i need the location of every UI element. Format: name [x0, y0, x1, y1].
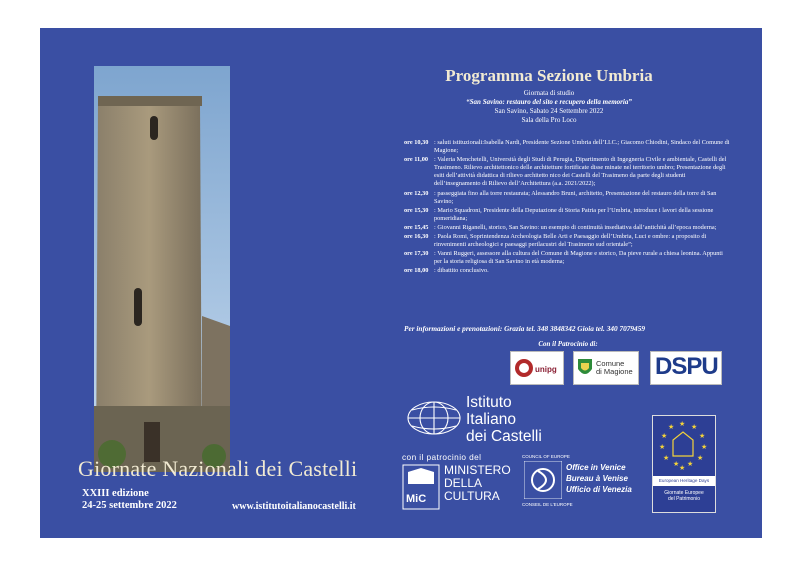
- program-time: ore 11,00: [404, 156, 429, 164]
- program-time: ore 12,30: [404, 189, 429, 197]
- mic-logo: [402, 452, 516, 512]
- program-row: [404, 250, 730, 266]
- svg-text:★: ★: [673, 460, 680, 468]
- program-time: ore 17,30: [404, 250, 429, 258]
- event-dates: 24-25 settembre 2022: [82, 500, 177, 511]
- svg-text:★: ★: [699, 432, 706, 440]
- magione-label: Comune di Magione: [596, 359, 633, 376]
- program-text: : passeggiata fino alla torre restaurata; Alessandro Bruni, architetto, Presentazione del restauro della torre di San Savino;: [434, 189, 717, 205]
- svg-text:★: ★: [663, 454, 670, 462]
- program-text: : saluti istituzionali:Isabella Nardi, Presidente Sezione Umbria dell’I.I.C.; Giacomo Chiodini, Sindaco del Comune di Magione;: [434, 139, 730, 155]
- program-row: [404, 233, 730, 249]
- program-text: : Vanni Ruggeri, assessore alla cultura del Comune di Magione e storico, Da pieve rurale a chiesa leonina. Appunti per la storia religiosa di San Savino in età moderna;: [434, 250, 723, 266]
- dispu-label: DSPU: [655, 353, 718, 380]
- unipg-logo: [510, 351, 564, 385]
- coe-bottom-label: CONSEIL DE L’EUROPE: [522, 502, 573, 507]
- program-text: : Paola Romi, Soprintendenza Archeologia Belle Arti e Paesaggio dell’Umbria, Luci e ombre: a proposito di rinvenimenti archeologici e paesaggi perilacustri del Trasimeno sud orientale”;: [434, 233, 707, 249]
- coe-top-label: COUNCIL OF EUROPE: [522, 454, 570, 459]
- study-day-title: “San Savino: restauro del sito e recupero della memoria”: [466, 98, 632, 106]
- program-text: : Mario Squadroni, Presidente della Deputazione di Storia Patria per l’Umbria, introduce i lavori della sessione pomeridiana;: [434, 206, 714, 222]
- venue: Sala della Pro Loco: [521, 116, 577, 124]
- edition: XXIII edizione: [82, 488, 149, 499]
- unipg-label: unipg: [535, 365, 557, 374]
- program-row: [404, 207, 730, 223]
- program-text: : Valeria Menchetelli, Università degli Studi di Perugia, Dipartimento di Ingegneria Civile e ambientale, Castelli del Trasimeno. Rilievo architettonico delle architetture fortificate disse minate nel territorio umbro; Presentazione degli esiti dell’attività didattica di rilievo architetto nico dei Castelli del Trasimeno da parte degli studenti dell’insegnamento di Rilievo dell’Architettura (a.a. 2021/2022);: [434, 156, 727, 188]
- council-of-europe-logo: [520, 452, 640, 514]
- program-row: [404, 224, 730, 232]
- unipg-seal-icon: [514, 358, 534, 378]
- program-panel: [374, 28, 762, 538]
- program-title: Programma Sezione Umbria: [445, 66, 653, 85]
- mic-emblem-icon: [402, 464, 440, 510]
- svg-text:★: ★: [701, 443, 708, 451]
- mic-name: MINISTERO DELLA CULTURA: [444, 463, 511, 503]
- edition-info: [82, 488, 177, 512]
- eu-stars-icon: [653, 416, 713, 472]
- cover-panel: [40, 28, 374, 538]
- coe-stars-icon: [524, 461, 562, 499]
- svg-text:★: ★: [687, 460, 694, 468]
- flyer: [40, 28, 762, 538]
- svg-text:★: ★: [679, 464, 686, 472]
- program-time: ore 15,45: [404, 223, 429, 231]
- dispu-logo: [650, 351, 722, 385]
- program-time: ore 15,30: [404, 206, 429, 214]
- event-title: Giornate Nazionali dei Castelli: [78, 456, 358, 481]
- patronage-label: Con il Patrocinio di:: [538, 340, 598, 348]
- program-row: [404, 156, 730, 188]
- program-time: ore 10,30: [404, 139, 429, 146]
- svg-text:★: ★: [659, 443, 666, 451]
- tower-photo: [94, 66, 350, 472]
- svg-text:★: ★: [679, 420, 686, 428]
- program-row: [404, 190, 730, 206]
- ehd-it-label: Giornate Europee del Patrimonio: [664, 490, 704, 502]
- svg-text:★: ★: [697, 454, 704, 462]
- place-date: San Savino, Sabato 24 Settembre 2022: [494, 107, 604, 115]
- iic-logo-text: Istituto Italiano dei Castelli: [466, 394, 542, 445]
- svg-text:MiC: MiC: [406, 493, 427, 505]
- european-heritage-days-logo: [652, 415, 716, 513]
- magione-logo: [573, 351, 639, 385]
- svg-text:★: ★: [691, 423, 698, 431]
- coe-office: Office in Venice Bureau à Venise Ufficio di Venezia: [566, 463, 632, 494]
- contacts: Per informazioni e prenotazioni: Grazia tel. 348 3848342 Gioia tel. 340 7079459: [404, 324, 646, 333]
- event-type: Giornata di studio: [523, 89, 575, 97]
- program-text: : Giovanni Riganelli, storico, San Savino: un esempio di continuità insediativa dall’antichità all’epoca moderna;: [434, 223, 717, 231]
- program-time: ore 18,00: [404, 267, 429, 275]
- program-time: ore 16,30: [404, 233, 429, 241]
- program-row: [404, 267, 730, 275]
- program-text: : dibattito conclusivo.: [434, 267, 489, 275]
- website-link[interactable]: www.istitutoitalianocastelli.it: [232, 501, 356, 512]
- program-row: [404, 139, 730, 155]
- mic-top-label: con il patrocinio del: [402, 452, 482, 462]
- coat-of-arms-icon: [577, 357, 593, 379]
- ehd-label: European Heritage Days: [653, 476, 715, 486]
- svg-text:★: ★: [661, 432, 668, 440]
- program-list: [404, 139, 730, 277]
- svg-text:★: ★: [668, 423, 675, 431]
